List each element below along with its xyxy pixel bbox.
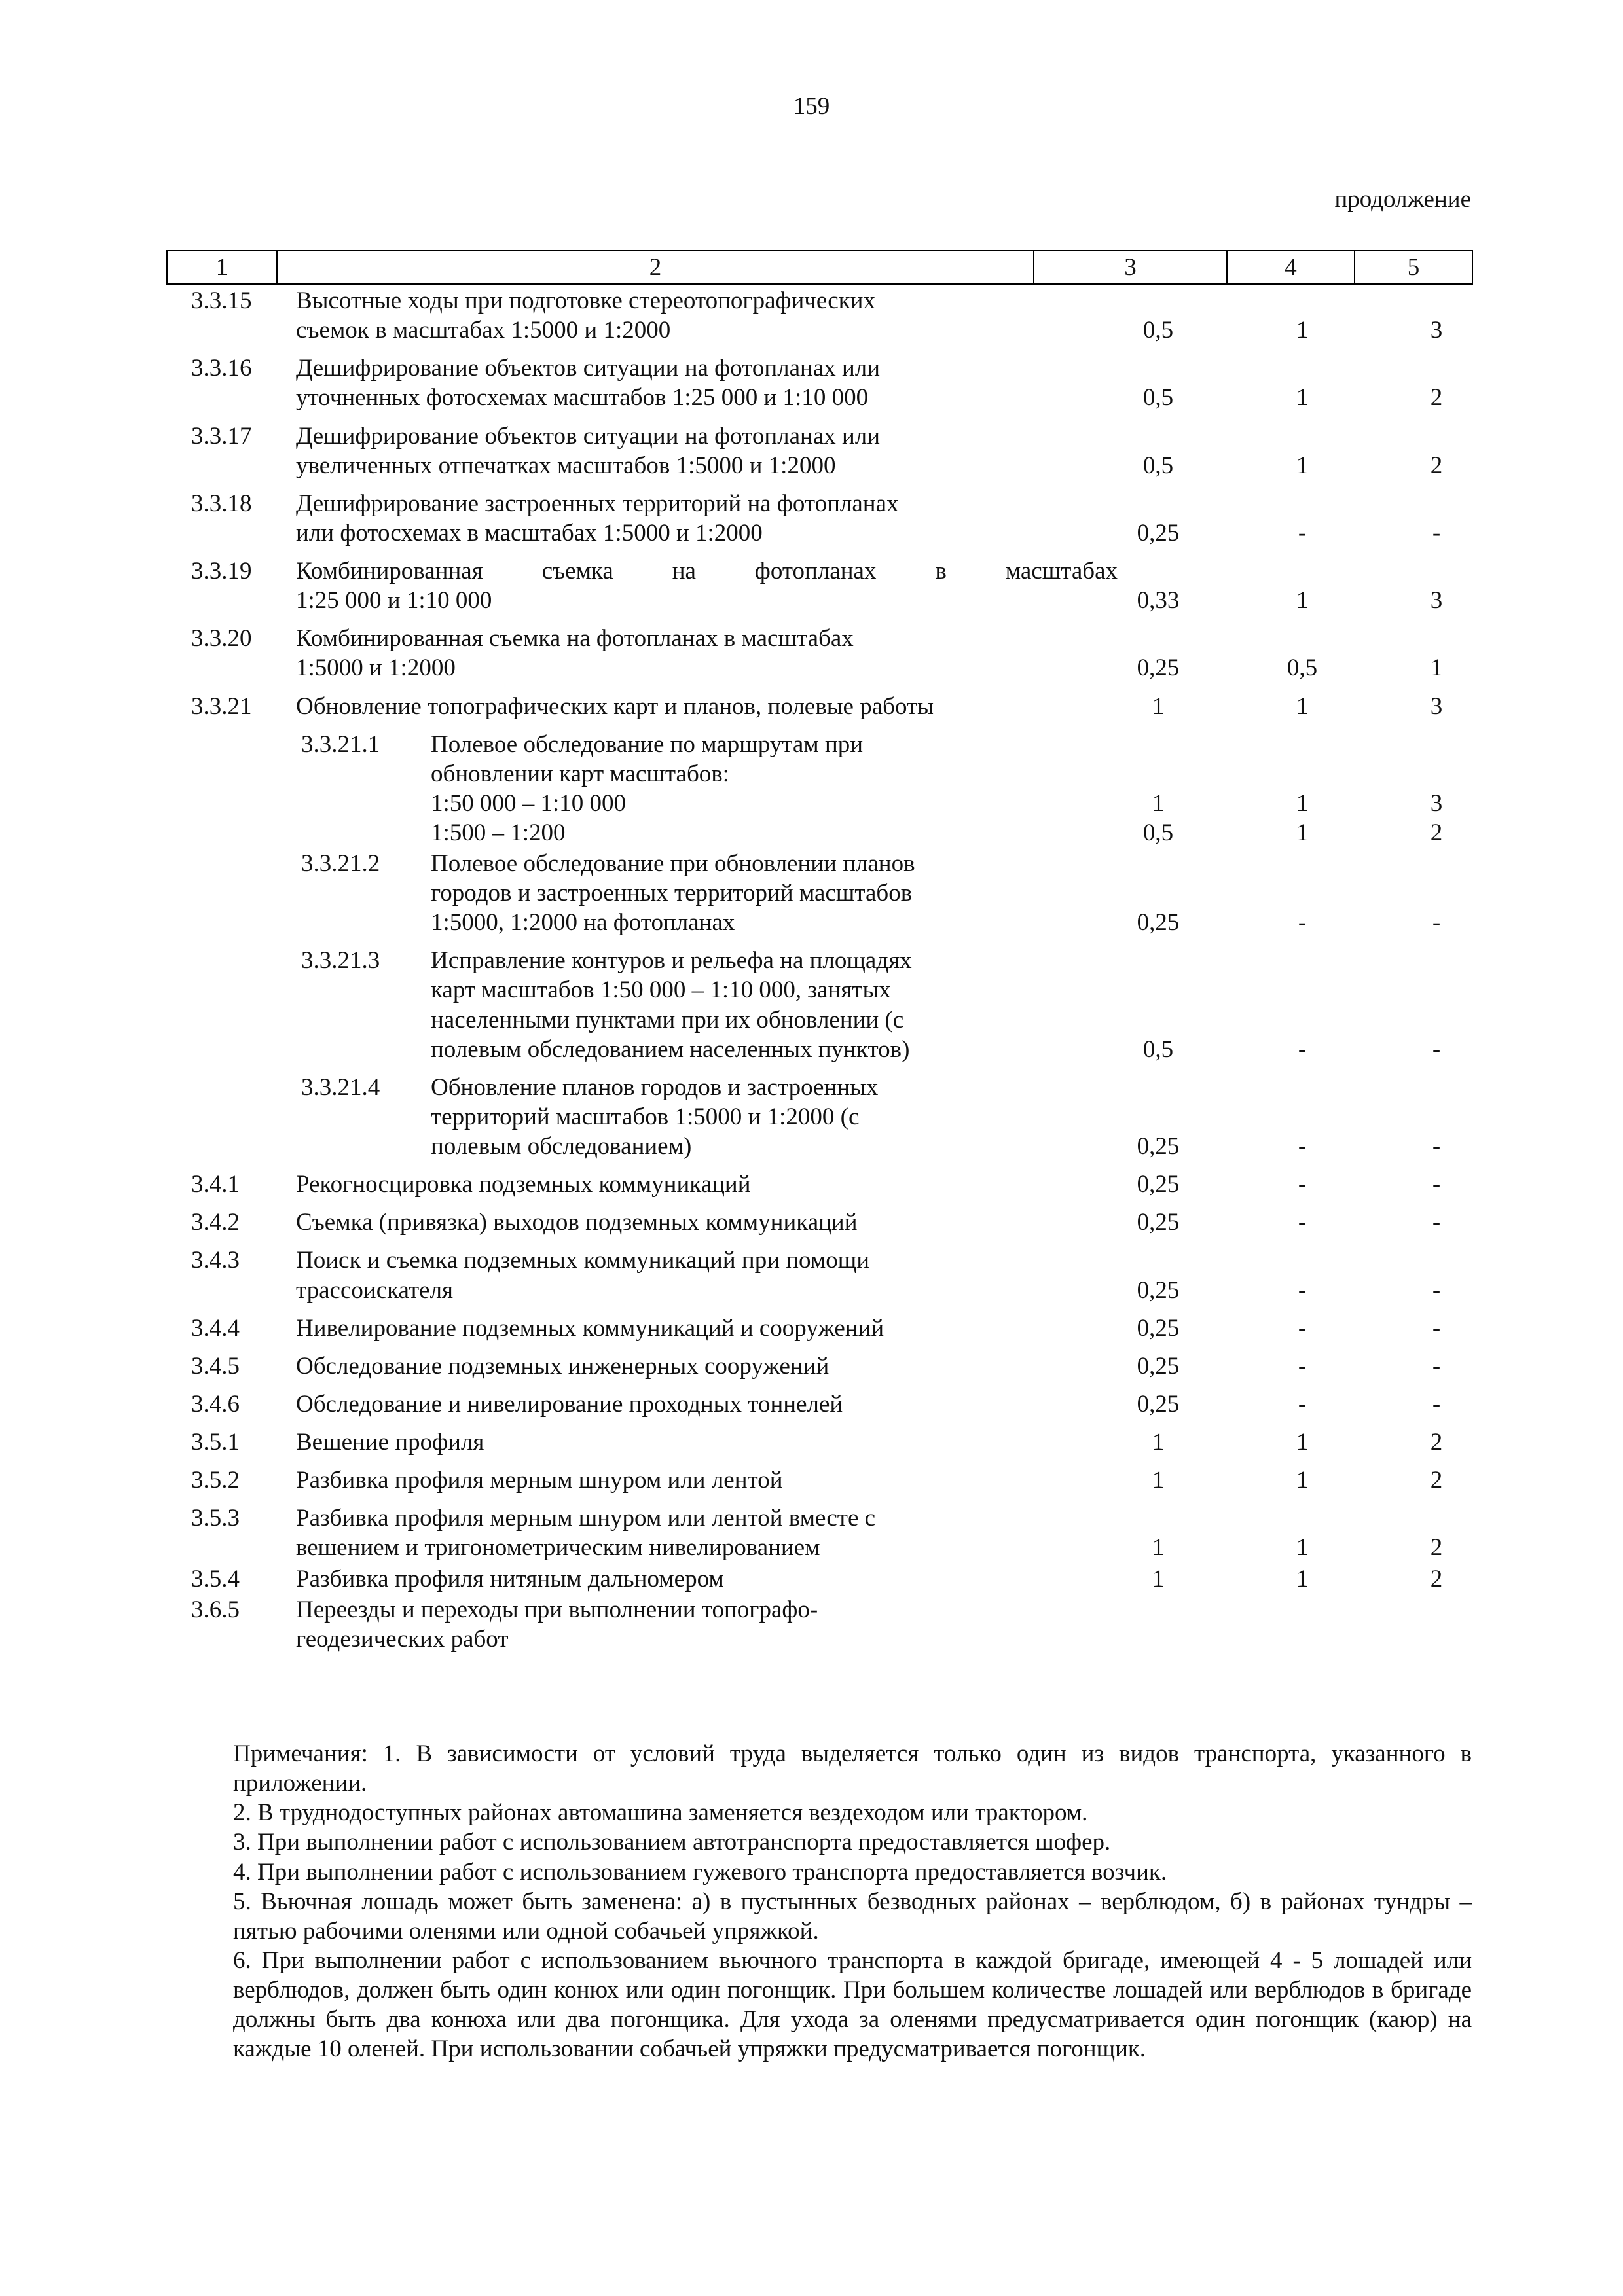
table-row [166,1390,1472,1419]
row-text: съемок в масштабах 1:5000 и 1:2000 [296,317,671,344]
cell-col3: 0,25 [1137,1209,1180,1236]
row-text: Обследование и нивелирование проходных тоннелей [296,1390,843,1418]
column-header: 5 [1355,251,1472,284]
row-text: или фотосхемах в масштабах 1:5000 и 1:2000 [296,519,763,547]
row-text: Разбивка профиля мерным шнуром или лентой вместе с [296,1505,876,1532]
cell-col3: 0,25 [1137,1133,1180,1160]
cell-col4: 1 [1296,1534,1309,1562]
cell-col4: - [1298,1171,1307,1198]
row-text: 1:5000 и 1:2000 [296,655,456,682]
cell-col3: 1 [1152,692,1165,720]
cell-col4: - [1298,519,1307,547]
table-row [166,624,1472,683]
cell-col4: - [1298,909,1307,937]
table-row [166,1427,1472,1457]
row-code: 3.3.21.2 [301,850,380,877]
row-text: Обновление планов городов и застроенных [431,1073,879,1101]
note-paragraph: 6. При выполнении работ с использованием вьючного транспорта в каждой бригаде, имеющей 4 - 5 лошадей или верблюдов, должен быть один конюх или один погонщик. При большем количестве лошадей или верблюдов в бригаде должны быть два конюха или два погонщика. Для ухода за оленями предусматривается один погонщик (каюр) на каждые 10 оленей. При использовании собачьей упряжки предусматривается погонщик. [233,1946,1472,2063]
cell-col3: 0,25 [1137,655,1180,682]
cell-col3: 0,33 [1137,587,1180,615]
cell-col4: - [1298,1390,1307,1418]
row-text: 1:25 000 и 1:10 000 [296,587,492,615]
row-code: 3.4.4 [191,1314,240,1342]
cell-col5: - [1432,1276,1441,1304]
cell-col4: 1 [1296,819,1309,846]
table-row [166,1564,1472,1594]
row-code: 3.3.21 [191,692,252,720]
note-paragraph: Примечания: 1. В зависимости от условий труда выделяется только один из видов транспорта, указанного в приложении. [233,1740,1472,1797]
row-text: Полевое обследование при обновлении планов [431,850,915,877]
table-row [166,286,1472,345]
row-text: Высотные ходы при подготовке стереотопографических [296,287,875,314]
cell-col3: 0,5 [1142,384,1174,412]
note-paragraph: 5. Вьючная лошадь может быть заменена: а) в пустынных безводных районах – верблюдом, б) в районах тундры – пятью рабочими оленями или одной собачьей упряжкой. [233,1888,1472,1945]
cell-col4: 1 [1296,1467,1309,1494]
cell-col5: 3 [1430,587,1443,615]
column-header-table [166,250,1473,285]
table-row [166,353,1472,412]
cell-col3: 0,25 [1137,519,1180,547]
subrow-text: 1:500 – 1:200 [431,819,566,846]
row-text: Комбинированная съемка на фотопланах в масштабах [296,625,854,653]
row-code: 3.4.5 [191,1352,240,1380]
table-row [166,556,1472,615]
cell-col3: 1 [1152,1534,1165,1562]
row-text: населенными пунктами при их обновлении (с [431,1006,904,1033]
cell-col3: 0,25 [1137,1171,1180,1198]
row-text: полевым обследованием населенных пунктов) [431,1035,910,1063]
row-text: трассоискателя [296,1276,454,1304]
cell-col3: 0,25 [1137,1314,1180,1342]
table-row [166,946,1472,1064]
row-text: Обновление топографических карт и планов, полевые работы [296,692,934,720]
table-subrow [166,818,1472,848]
cell-col5: 2 [1430,819,1443,846]
cell-col3: 0,5 [1142,1035,1174,1063]
row-text: городов и застроенных территорий масштабов [431,880,913,906]
cell-col4: 1 [1296,384,1309,412]
cell-col5: 2 [1430,1565,1443,1592]
table-row [166,422,1472,480]
table-row [166,1595,1472,1654]
cell-col4: - [1298,1314,1307,1342]
cell-col4: 1 [1296,317,1309,344]
cell-col3: 1 [1152,1565,1165,1592]
row-code: 3.3.21.3 [301,947,380,975]
row-text: Съемка (привязка) выходов подземных коммуникаций [296,1209,858,1236]
cell-col3: 0,5 [1142,819,1174,846]
cell-col5: - [1432,1171,1441,1198]
note-paragraph: 3. При выполнении работ с использованием автотранспорта предоставляется шофер. [233,1829,1111,1856]
cell-col4: - [1298,1276,1307,1304]
row-text: Полевое обследование по маршрутам при [431,730,864,758]
cell-col4: 1 [1296,789,1309,817]
row-text: Комбинированная съемка на фотопланах в масштабах [296,558,1118,584]
cell-col3: 0,5 [1142,317,1174,344]
row-code: 3.3.20 [191,625,252,653]
table-row [166,1352,1472,1381]
table-body [166,286,1472,1655]
cell-col4: - [1298,1352,1307,1380]
cell-col5: 2 [1430,1429,1443,1456]
note-paragraph: 4. При выполнении работ с использованием гужевого транспорта предоставляется возчик. [233,1858,1167,1886]
cell-col4: - [1298,1035,1307,1063]
cell-col5: - [1432,909,1441,937]
cell-col5: - [1432,1133,1441,1160]
row-text: Исправление контуров и рельефа на площадях [431,947,912,975]
row-text: геодезических работ [296,1625,509,1653]
row-text: уточненных фотосхемах масштабов 1:25 000 и 1:10 000 [296,384,869,412]
row-code: 3.4.2 [191,1209,240,1236]
column-header: 2 [277,251,1034,284]
cell-col5: 3 [1430,317,1443,344]
cell-col4: 1 [1296,692,1309,720]
row-text: Обследование подземных инженерных сооружений [296,1352,830,1380]
continuation-label: продолжение [1334,186,1471,213]
row-text: Дешифрирование объектов ситуации на фотопланах или [296,422,881,450]
cell-col4: 1 [1296,587,1309,615]
cell-col4: 1 [1296,452,1309,479]
cell-col5: 1 [1430,655,1443,682]
table-subrow [166,789,1472,818]
row-code: 3.5.3 [191,1505,240,1532]
cell-col5: - [1432,1314,1441,1342]
table-row [166,849,1472,937]
table-row [166,1503,1472,1562]
table-row [166,730,1472,848]
row-code: 3.3.18 [191,490,252,517]
row-text: Дешифрирование застроенных территорий на фотопланах [296,490,899,517]
row-text: увеличенных отпечатках масштабов 1:5000 и 1:2000 [296,452,836,479]
row-code: 3.5.2 [191,1467,240,1494]
note-paragraph: 2. В труднодоступных районах автомашина заменяется вездеходом или трактором. [233,1799,1088,1827]
notes-section [233,1739,1472,2064]
row-code: 3.5.1 [191,1429,240,1456]
table-row [166,489,1472,548]
cell-col5: 2 [1430,1467,1443,1494]
cell-col5: 3 [1430,789,1443,817]
row-code: 3.3.15 [191,287,252,314]
cell-col5: 3 [1430,692,1443,720]
cell-col5: 2 [1430,384,1443,412]
cell-col5: 2 [1430,1534,1443,1562]
row-text: вешением и тригонометрическим нивелированием [296,1534,820,1562]
table-row [166,1073,1472,1161]
column-header: 4 [1227,251,1355,284]
cell-col5: - [1432,1209,1441,1236]
cell-col3: 0,25 [1137,1390,1180,1418]
cell-col4: 1 [1296,1565,1309,1592]
cell-col3: 1 [1152,789,1165,817]
cell-col5: - [1432,1352,1441,1380]
row-code: 3.3.21.4 [301,1073,380,1101]
cell-col3: 1 [1152,1429,1165,1456]
table-row [166,1170,1472,1199]
cell-col3: 0,5 [1142,452,1174,479]
row-code: 3.3.19 [191,558,252,584]
row-text: Разбивка профиля нитяным дальномером [296,1565,724,1592]
cell-col5: - [1432,1035,1441,1063]
row-code: 3.6.5 [191,1596,240,1623]
column-header: 3 [1034,251,1227,284]
cell-col3: 0,25 [1137,909,1180,937]
row-code: 3.4.3 [191,1247,240,1274]
table-row [166,1246,1472,1304]
column-header-row [167,251,1472,284]
row-text: 1:5000, 1:2000 на фотопланах [431,909,735,937]
subrow-text: 1:50 000 – 1:10 000 [431,789,627,817]
row-code: 3.4.1 [191,1171,240,1198]
cell-col3: 0,25 [1137,1276,1180,1304]
table-row [166,1314,1472,1343]
row-text: Поиск и съемка подземных коммуникаций при помощи [296,1247,870,1274]
cell-col3: 0,25 [1137,1352,1180,1380]
row-code: 3.3.21.1 [301,730,380,758]
cell-col3: 1 [1152,1467,1165,1494]
cell-col4: - [1298,1133,1307,1160]
table-row [166,692,1472,721]
row-text: Дешифрирование объектов ситуации на фотопланах или [296,355,881,382]
row-text: полевым обследованием) [431,1133,692,1160]
column-header: 1 [167,251,277,284]
page-number: 159 [793,93,830,120]
row-text: Переезды и переходы при выполнении топографо- [296,1596,818,1623]
cell-col5: 2 [1430,452,1443,479]
cell-col5: - [1432,519,1441,547]
row-code: 3.4.6 [191,1390,240,1418]
row-code: 3.3.17 [191,422,252,450]
row-text: карт масштабов 1:50 000 – 1:10 000, занятых [431,977,891,1004]
cell-col4: - [1298,1209,1307,1236]
row-text: Рекогносцировка подземных коммуникаций [296,1171,751,1198]
row-text: Нивелирование подземных коммуникаций и сооружений [296,1314,884,1342]
row-code: 3.5.4 [191,1565,240,1592]
row-text: Разбивка профиля мерным шнуром или лентой [296,1467,783,1494]
row-code: 3.3.16 [191,355,252,382]
table-row [166,1208,1472,1237]
cell-col5: - [1432,1390,1441,1418]
table-row [166,1465,1472,1495]
row-text: Вешение профиля [296,1429,484,1456]
cell-col4: 1 [1296,1429,1309,1456]
cell-col4: 0,5 [1286,655,1318,682]
row-text: обновлении карт масштабов: [431,760,730,787]
row-text: территорий масштабов 1:5000 и 1:2000 (с [431,1103,860,1130]
